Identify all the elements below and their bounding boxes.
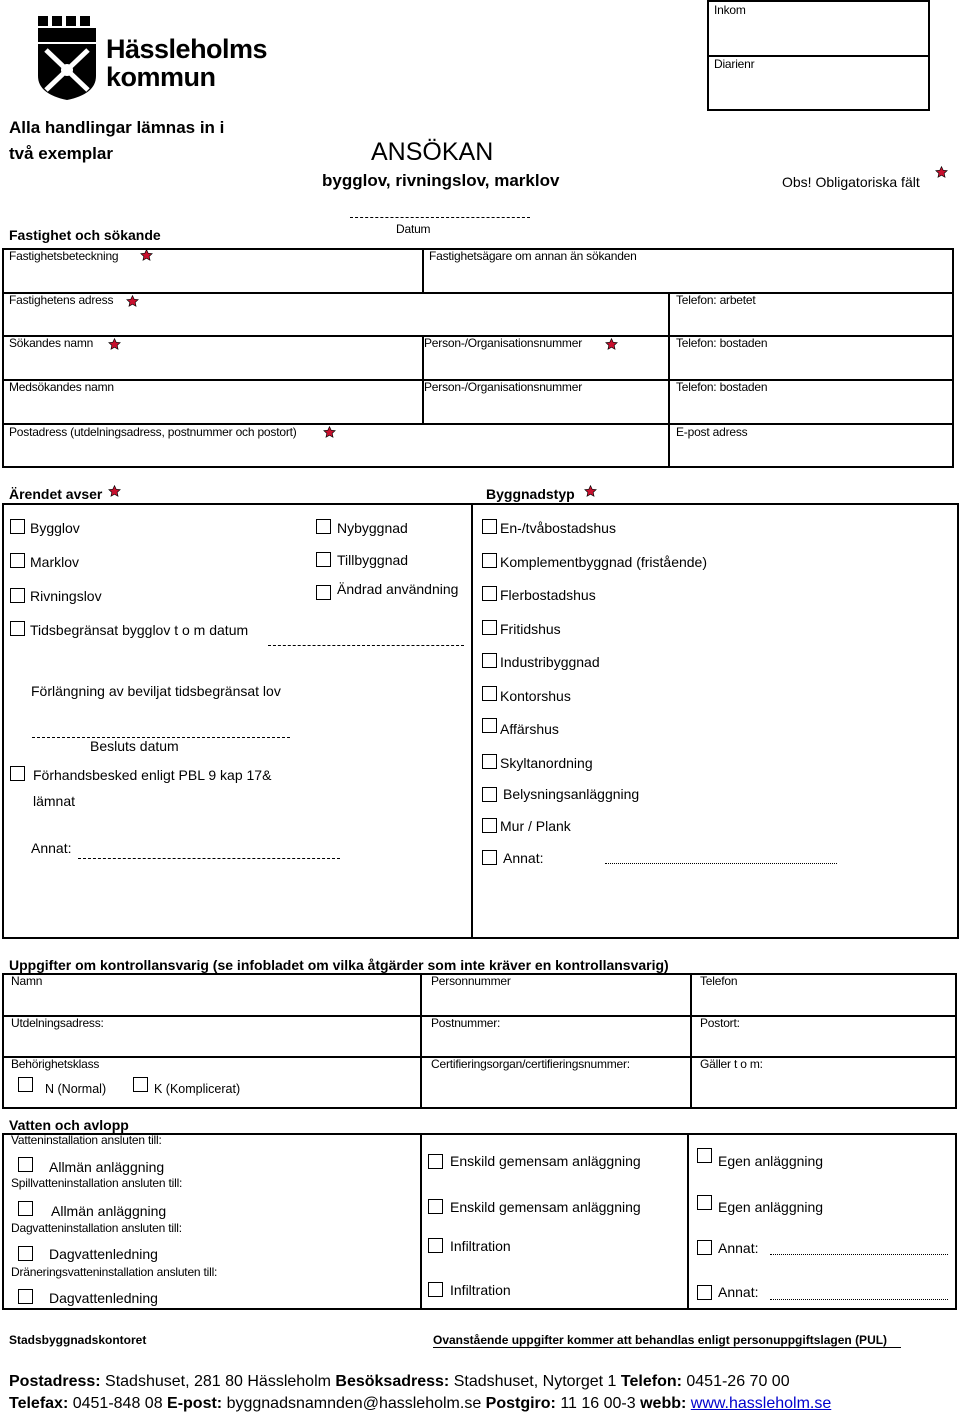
- option-dagvatten-ledning: Dagvattenledning: [49, 1246, 158, 1262]
- checkbox-dagvatten-infiltration[interactable]: [428, 1238, 443, 1253]
- required-star-icon: [935, 166, 948, 179]
- submit-note-line-1: Alla handlingar lämnas in i: [9, 118, 225, 137]
- option-marklov: Marklov: [30, 554, 80, 570]
- required-star-icon: [140, 249, 153, 262]
- field-ka-namn[interactable]: Namn: [11, 974, 43, 988]
- checkbox-dranering-ledning[interactable]: [18, 1289, 33, 1304]
- option-dagvatten-infiltration: Infiltration: [450, 1238, 511, 1254]
- option-normal: N (Normal): [45, 1082, 107, 1096]
- epost-value[interactable]: byggnadsnamnden@hassleholm.se: [222, 1395, 486, 1412]
- telefon-value: 0451-26 70 00: [681, 1373, 790, 1390]
- checkbox-bygglov[interactable]: [10, 519, 25, 534]
- footer-office: Stadsbyggnadskontoret: [9, 1333, 147, 1347]
- option-tidsbegransat: Tidsbegränsat bygglov t o m datum: [30, 622, 249, 638]
- besluts-datum-label: Besluts datum: [90, 738, 179, 754]
- option-byggnadstyp: Skyltanordning: [500, 755, 593, 771]
- logo-line-1: Hässleholms: [106, 34, 268, 64]
- option-rivningslov: Rivningslov: [30, 588, 102, 604]
- dranering-annat-line[interactable]: [770, 1299, 948, 1300]
- section-heading-property: Fastighet och sökande: [9, 227, 161, 243]
- checkbox-byggnadstyp-1[interactable]: [482, 519, 497, 534]
- option-byggnadstyp: Affärshus: [500, 721, 559, 737]
- footer-contact-line-2: [9, 1395, 831, 1413]
- field-ka-behorighetsklass: Behörighetsklass: [11, 1057, 100, 1071]
- option-vatten-egen: Egen anläggning: [718, 1153, 824, 1169]
- option-bygglov: Bygglov: [30, 520, 80, 536]
- besoksadress-label: Besöksadress:: [335, 1373, 450, 1390]
- checkbox-byggnadstyp-9[interactable]: [482, 787, 497, 802]
- byggnadstyp-annat-line[interactable]: [605, 863, 837, 864]
- required-star-icon: [584, 485, 597, 498]
- field-person-org-nummer-2[interactable]: Person-/Organisationsnummer: [424, 380, 583, 394]
- telefax-value: 0451-848 08: [68, 1395, 168, 1412]
- postadress-label: Postadress:: [9, 1373, 101, 1390]
- option-byggnadstyp: Flerbostadshus: [500, 587, 596, 603]
- checkbox-dranering-infiltration[interactable]: [428, 1282, 443, 1297]
- option-spillvatten-egen: Egen anläggning: [718, 1199, 824, 1215]
- required-star-icon: [108, 485, 121, 498]
- option-forhandsbesked: Förhandsbesked enligt PBL 9 kap 17&: [33, 767, 272, 783]
- submit-note-line-2: två exemplar: [9, 144, 113, 163]
- checkbox-nybyggnad[interactable]: [316, 519, 331, 534]
- field-epost[interactable]: E-post adress: [676, 425, 748, 439]
- option-byggnadstyp: Belysningsanläggning: [503, 786, 640, 802]
- checkbox-byggnadstyp-7[interactable]: [482, 718, 497, 733]
- option-byggnadstyp: Komplementbyggnad (fristående): [500, 554, 708, 570]
- checkbox-komplicerat[interactable]: [133, 1077, 148, 1092]
- arende-table: [2, 503, 959, 939]
- telefon-label: Telefon:: [620, 1373, 682, 1390]
- option-vatten-allman: Allmän anläggning: [49, 1159, 165, 1175]
- footer-contact-line-1: [9, 1373, 790, 1391]
- date-line[interactable]: [350, 217, 530, 218]
- checkbox-rivningslov[interactable]: [10, 588, 25, 603]
- option-spillvatten-enskild: Enskild gemensam anläggning: [450, 1199, 641, 1215]
- section-heading-kontroll: Uppgifter om kontrollansvarig (se infobladet om vilka åtgärder som inte kräver en kontrollansvarig): [9, 957, 669, 973]
- draneringsvatten-row-label: Dräneringsvatteninstallation ansluten till:: [11, 1265, 218, 1279]
- diarienr-label: Diarienr: [714, 57, 755, 71]
- checkbox-normal[interactable]: [18, 1077, 33, 1092]
- field-telefon-bostaden-2[interactable]: Telefon: bostaden: [676, 380, 768, 394]
- field-ka-utdelningsadress[interactable]: Utdelningsadress:: [11, 1016, 104, 1030]
- logo-line-2: kommun: [106, 62, 216, 92]
- checkbox-dranering-annat[interactable]: [697, 1285, 712, 1300]
- checkbox-vatten-egen[interactable]: [697, 1148, 712, 1163]
- field-ka-certifieringsorgan[interactable]: Certifieringsorgan/certifieringsnummer:: [431, 1057, 630, 1071]
- field-fastighetens-adress[interactable]: Fastighetens adress: [9, 293, 114, 307]
- page-title: ANSÖKAN: [371, 138, 494, 166]
- checkbox-byggnadstyp-2[interactable]: [482, 553, 497, 568]
- footer-pul-note: Ovanstående uppgifter kommer att behandlas enligt personuppgiftslagen (PUL): [433, 1333, 901, 1348]
- field-fastighetsagare[interactable]: Fastighetsägare om annan än sökanden: [429, 249, 637, 263]
- option-byggnadstyp: Fritidshus: [500, 621, 561, 637]
- option-byggnadstyp: Kontorshus: [500, 688, 571, 704]
- field-telefon-bostaden[interactable]: Telefon: bostaden: [676, 336, 768, 350]
- field-telefon-arbetet[interactable]: Telefon: arbetet: [676, 293, 756, 307]
- option-andrad-anvandning: Ändrad användning: [337, 581, 459, 597]
- checkbox-spillvatten-enskild[interactable]: [428, 1199, 443, 1214]
- option-forhandsbesked-2: lämnat: [33, 793, 76, 809]
- checkbox-dagvatten-ledning[interactable]: [18, 1246, 33, 1261]
- checkbox-tillbyggnad[interactable]: [316, 552, 331, 567]
- checkbox-byggnadstyp-5[interactable]: [482, 653, 497, 668]
- vatten-row-label: Vatteninstallation ansluten till:: [11, 1133, 162, 1147]
- tidsbegransat-date-line[interactable]: [268, 645, 464, 646]
- coat-of-arms-icon: [36, 16, 98, 100]
- telefax-label: Telefax:: [9, 1395, 69, 1412]
- field-postadress[interactable]: Postadress (utdelningsadress, postnummer och postort): [9, 425, 297, 439]
- required-star-icon: [323, 426, 336, 439]
- field-person-org-nummer[interactable]: Person-/Organisationsnummer: [424, 336, 583, 350]
- option-byggnadstyp: Mur / Plank: [500, 818, 571, 834]
- option-annat-arende: Annat:: [31, 840, 72, 856]
- dagvatten-annat-line[interactable]: [770, 1254, 948, 1255]
- field-ka-telefon[interactable]: Telefon: [700, 974, 738, 988]
- field-fastighetsbeteckning[interactable]: Fastighetsbeteckning: [9, 249, 119, 263]
- option-dranering-ledning: Dagvattenledning: [49, 1290, 158, 1306]
- option-tillbyggnad: Tillbyggnad: [337, 552, 409, 568]
- epost-label: E-post:: [167, 1395, 223, 1412]
- checkbox-byggnadstyp-10[interactable]: [482, 818, 497, 833]
- section-heading-arende: Ärendet avser: [9, 486, 103, 502]
- postgiro-label: Postgiro:: [485, 1395, 556, 1412]
- option-dranering-infiltration: Infiltration: [450, 1282, 511, 1298]
- required-star-icon: [108, 338, 121, 351]
- field-ka-postnummer[interactable]: Postnummer:: [431, 1016, 501, 1030]
- field-sokandes-namn[interactable]: Sökandes namn: [9, 336, 94, 350]
- field-ka-postort[interactable]: Postort:: [700, 1016, 740, 1030]
- required-star-icon: [126, 295, 139, 308]
- option-byggnadstyp: Industribyggnad: [500, 654, 600, 670]
- field-medsokandes-namn[interactable]: Medsökandes namn: [9, 380, 114, 394]
- checkbox-byggnadstyp-annat[interactable]: [482, 850, 497, 865]
- option-spillvatten-allman: Allmän anläggning: [51, 1203, 167, 1219]
- annat-arende-line[interactable]: [78, 858, 340, 859]
- option-vatten-enskild: Enskild gemensam anläggning: [450, 1153, 641, 1169]
- checkbox-spillvatten-allman[interactable]: [18, 1201, 33, 1216]
- checkbox-tidsbegransat[interactable]: [10, 621, 25, 636]
- checkbox-byggnadstyp-3[interactable]: [482, 586, 497, 601]
- besoksadress-value: Stadshuset, Nytorget 1: [449, 1373, 621, 1390]
- option-komplicerat: K (Komplicerat): [154, 1082, 241, 1096]
- spillvatten-row-label: Spillvatteninstallation ansluten till:: [11, 1176, 183, 1190]
- option-dagvatten-annat: Annat:: [718, 1240, 759, 1256]
- checkbox-andrad-anvandning[interactable]: [316, 585, 331, 600]
- option-byggnadstyp: En-/tvåbostadshus: [500, 520, 616, 536]
- page-subtitle: bygglov, rivningslov, marklov: [322, 171, 560, 190]
- obligatory-note: Obs! Obligatoriska fält: [782, 174, 920, 190]
- postadress-value: Stadshuset, 281 80 Hässleholm: [100, 1373, 336, 1390]
- checkbox-spillvatten-egen[interactable]: [697, 1195, 712, 1210]
- checkbox-vatten-enskild[interactable]: [428, 1154, 443, 1169]
- option-forlangning: Förlängning av beviljat tidsbegränsat lov: [31, 683, 281, 699]
- checkbox-dagvatten-annat[interactable]: [697, 1240, 712, 1255]
- option-nybyggnad: Nybyggnad: [337, 520, 408, 536]
- option-dranering-annat: Annat:: [718, 1284, 759, 1300]
- webb-label: webb:: [640, 1395, 687, 1412]
- inkom-label: Inkom: [714, 3, 746, 17]
- website-link[interactable]: www.hassleholm.se: [690, 1395, 832, 1412]
- checkbox-marklov[interactable]: [10, 553, 25, 568]
- section-heading-byggnadstyp: Byggnadstyp: [486, 486, 575, 502]
- checkbox-forhandsbesked[interactable]: [10, 766, 25, 781]
- field-ka-personnummer[interactable]: Personnummer: [431, 974, 511, 988]
- section-heading-vatten: Vatten och avlopp: [9, 1117, 129, 1133]
- checkbox-byggnadstyp-6[interactable]: [482, 686, 497, 701]
- required-star-icon: [605, 338, 618, 351]
- checkbox-vatten-allman[interactable]: [18, 1157, 33, 1172]
- postgiro-value: 11 16 00-3: [555, 1395, 641, 1412]
- option-byggnadstyp-annat: Annat:: [503, 850, 544, 866]
- checkbox-byggnadstyp-8[interactable]: [482, 754, 497, 769]
- field-ka-galler[interactable]: Gäller t o m:: [700, 1057, 763, 1071]
- checkbox-byggnadstyp-4[interactable]: [482, 620, 497, 635]
- dagvatten-row-label: Dagvatteninstallation ansluten till:: [11, 1221, 182, 1235]
- date-label: Datum: [396, 222, 431, 236]
